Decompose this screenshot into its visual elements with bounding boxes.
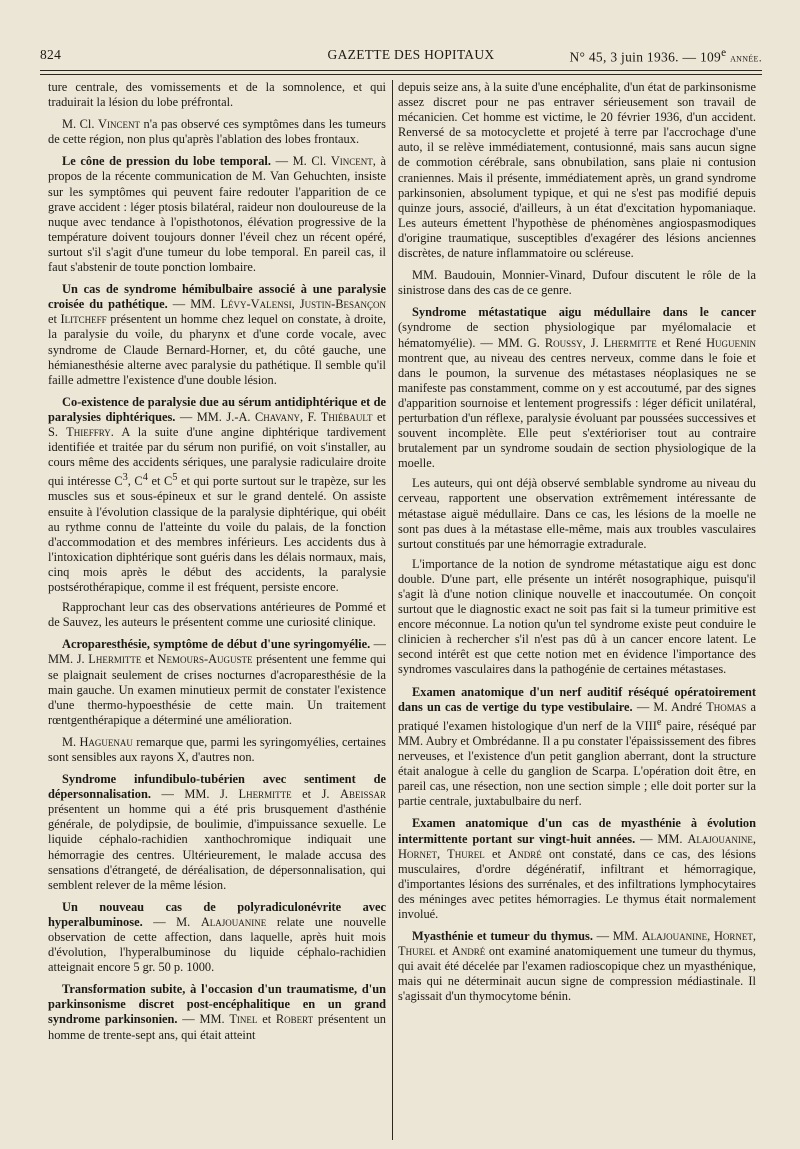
article-heading: Acroparesthésie, symptôme de début d'une syringomyélie. [62, 637, 371, 652]
article-heading: Le cône de pression du lobe temporal. [62, 154, 271, 169]
paragraph: MM. Baudouin, Monnier-Vinard, Dufour discutent le rôle de la sinistrose dans des cas de ce genre. [398, 268, 756, 298]
journal-title: GAZETTE DES HOPITAUX [327, 47, 495, 62]
paragraph: Les auteurs, qui ont déjà observé semblable syndrome au niveau du cerveau, rapportent une observation extrêmement intéressante de métastase aiguë médullaire. Dans ce cas, les lésions de la moelle ne sont pas dues à la métastase elle-même, mais aux troubles vasculaires surtout constitués par une hémorragie extradurale. [398, 476, 756, 551]
article-heading: Myasthénie et tumeur du thymus. [412, 929, 593, 944]
article-myasthenie-intermittente: Examen anatomique d'un cas de myasthénie à évolution intermittente portant sur vingt-huit années. — MM. Alajouanine, Hornet, Thurel et André ont constaté, dans ce cas, des lésions musculaires, d'ordre dégénératif, infiltrant et hémorragique, d'importantes lésions des surrénales, et des infiltrations lymphocytaires des méninges avec petites hémorragies. Le thymus était normalement involué. [398, 816, 756, 921]
paragraph: depuis seize ans, à la suite d'une encéphalite, d'un état de parkinsonisme assez discret pour ne pas entraver sérieusement son travail de mécanicien. Cet homme est victime, le 20 février 1936, d'un accident. Renversé de sa motocyclette et projeté à terre par l'accrochage d'une auto, il se relève immédiatement, contusionné, mais sans aucun signe de commotion cérébrale, sans obnubilation, sans plaie ni contusion craniennes. Mais il présente, immédiatement après, un grand syndrome parkinsonien, absolument typique, et qui ne s'est pas modifié depuis quinze jours, associé, d'ailleurs, à un état d'excitation hypomaniaque. Les auteurs émettent l'hypothèse de phénomènes angiospasmodiques d'origine traumatique, susceptibles d'exagérer des lésions anciennes discrètes, de nature inflammatoire ou scléreuse. [398, 80, 756, 261]
header-rule-thick [40, 70, 762, 71]
issue-info: N° 45, 3 juin 1936. — 109e année. [569, 47, 762, 65]
article-myasthenie-thymus: Myasthénie et tumeur du thymus. — MM. Alajouanine, Hornet, Thurel et André ont examiné anatomiquement une tumeur du thymus, qui avait été décelée par l'examen radioscopique chez un myasthénique, mais qui ne déterminait aucun signe de compression médiastinale. Il s'agissait d'un thymocytome bénin. [398, 929, 756, 1004]
article-nerf-auditif: Examen anatomique d'un nerf auditif réséqué opératoirement dans un cas de vertige du type vestibulaire. — M. André Thomas a pratiqué l'examen histologique d'un nerf de la VIIIe paire, réséqué par MM. Aubry et Ombrédanne. Il a pu constater l'épaississement des fibres nerveuses, et l'existence d'un petit ganglion aberrant, dont la structure était analogue à celle du ganglion de Scarpa. L'opération doit être, en pareil cas, une résection, non une section simple ; elle doit porter sur la partie centrale, juxtabulbaire du nerf. [398, 684, 756, 809]
paragraph: M. Cl. Vincent n'a pas observé ces symptômes dans les tumeurs de cette région, non plus qu'après l'ablation des lobes frontaux. [48, 117, 386, 147]
article-syndrome-hemibulbaire: Un cas de syndrome hémibulbaire associé à une paralysie croisée du pathétique. — MM. Lévy-Valensi, Justin-Besançon et Ilitcheff présentent un homme chez lequel on constate, à droite, la paralysie du voile, du pharynx et d'une corde vocale, avec syndrome de Claude Bernard-Horner, et, du côté gauche, une hémianesthésie alterne avec paralysie du pathétique. Il semble qu'il faille admettre l'existence d'une double lésion. [48, 282, 386, 387]
paragraph: L'importance de la notion de syndrome métastatique aigu est donc double. D'une part, elle présente un intérêt nosographique, puisqu'il s'agit là d'une notion clinique nouvelle et inaccoutumée. On conçoit surtout que le diagnostic exact ne soit pas fait si la tumeur primitive est encore méconnue. La notion qu'un tel syndrome existe peut conduire le clinicien à rechercher s'il n'est pas dû à un cancer encore latent. Le second intérêt est que cette notion met en évidence l'importance des syndromes vasculaires dans la pathogénie de certaines métastases. [398, 556, 756, 677]
article-heading: Syndrome métastatique aigu médullaire dans le cancer [412, 305, 756, 320]
paragraph: Rapprochant leur cas des observations antérieures de Pommé et de Sauvez, les auteurs le présentent comme une curiosité clinique. [48, 600, 386, 630]
article-heading: Syndrome infundibulo-tubérien avec sentiment de dépersonnalisation. [48, 772, 386, 802]
article-heading: Co-existence de paralysie due au sérum antidiphtérique et de paralysies diphtériques. [48, 394, 386, 424]
right-column [398, 80, 756, 1140]
left-column [48, 80, 386, 1140]
article-polyradiculonevrite: Un nouveau cas de polyradiculonévrite avec hyperalbuminose. — M. Alajouanine relate une nouvelle observation de cette affection, dans laquelle, après huit mois d'évolution, l'hyperalbuminose du liquide céphalo-rachidien atteignait encore 5 gr. 50 p. 1000. [48, 899, 386, 975]
article-cone-pression: Le cône de pression du lobe temporal. — M. Cl. Vincent, à propos de la récente communication de M. Van Gehuchten, insiste sur les symptômes qui peuvent faire redouter l'apparition de ce grave accident : léger ptosis bilatéral, raideur non douloureuse de la nuque avec tendance à l'opisthotonos, élévation progressive de la température doivent toujours donner l'éveil chez un récent opéré, surtout s'il s'agit d'une tumeur du lobe temporal. En pareil cas, il faut s'abstenir de toute ponction lombaire. [48, 154, 386, 275]
paragraph: ture centrale, des vomissements et de la somnolence, et qui traduirait la lésion du lobe préfrontal. [48, 80, 386, 110]
article-transformation-subite: Transformation subite, à l'occasion d'un traumatisme, d'un parkinsonisme discret post-encéphalitique en un grand syndrome parkinsonien. — MM. Tinel et Robert présentent un homme de trente-sept ans, qui était atteint [48, 982, 386, 1042]
article-syndrome-metastatique: Syndrome métastatique aigu médullaire dans le cancer (syndrome de section physiologique par myélomalacie et hématomyélie). — MM. G. Roussy, J. Lhermitte et René Huguenin montrent que, au niveau des centres nerveux, comme dans le foie et dans le poumon, la survenue des métastases néoplasiques ne se manifeste pas constamment, comme on y est accoutumé, par des signes d'apparition sournoise et lentement progressifs : léger déficit unilatéral, perturbation d'un réflexe, paralysie évoluant par poussées successives et souvent incomplète. Elle peut s'extérioriser tout au contraire brutalement par un syndrome soudain de section physiologique de la moelle. [398, 305, 756, 471]
article-heading: Transformation subite, à l'occasion d'un traumatisme, d'un parkinsonisme discret post-encéphalitique en un grand syndrome parkinsonien. [48, 982, 386, 1027]
article-heading: Un cas de syndrome hémibulbaire associé à une paralysie croisée du pathétique. [48, 282, 386, 312]
paragraph: M. Haguenau remarque que, parmi les syringomyélies, certaines sont sensibles aux rayons X, d'autres non. [48, 734, 386, 764]
article-infundibulo-tuberien: Syndrome infundibulo-tubérien avec sentiment de dépersonnalisation. — MM. J. Lhermitte et J. Abeissar présentent un homme qui a été pris brusquement d'asthénie générale, de polydipsie, de boulimie, d'impuissance sexuelle. Le liquide céphalo-rachidien xanthochromique indiquait une hémorragie des centres. Ultérieurement, le malade accusa des sensations d'étrangeté, de déréalisation, de dépersonnalisation, qui semblent relever de la même lésion. [48, 772, 386, 892]
article-paralysie-serum: Co-existence de paralysie due au sérum antidiphtérique et de paralysies diphtériques. — MM. J.-A. Chavany, F. Thiébault et S. Thieffry. A la suite d'une angine diphtérique tardivement identifiée et traitée par du sérum non purifié, on voit s'installer, au cours même des accidents sériques, une paralysie radiculaire droite qui intéresse $C^3$, $C^4$ et $C^5$ et qui porte surtout sur le trapèze, sur les muscles sus et sous-épineux et sur le grand dentelé. On assiste ensuite à l'évolution classique de la paralysie diphtérique, qui obéit au rythme connu de l'atteinte du voile du palais, de la fonction d'accommodation et des membres inférieurs. Les accidents dus à l'intoxication diphtérique sont guéris dans les délais normaux, mais, cinq mois après le début des accidents, la paralysie postsérothérapique, comme il est fréquent, persiste encore. [48, 394, 386, 595]
column-divider [392, 80, 393, 1140]
header-rule-thin [40, 74, 762, 75]
article-heading: Un nouveau cas de polyradiculonévrite avec hyperalbuminose. [48, 899, 386, 929]
page-header [40, 44, 762, 66]
article-acroparesthesie: Acroparesthésie, symptôme de début d'une syringomyélie. — MM. J. Lhermitte et Nemours-Auguste présentent une femme qui se plaignait seulement de crises nocturnes d'acroparesthésie de la main gauche. Un examen minutieux permit de constater l'existence d'une thermo-hypoesthésie de cette main. Un traitement rœntgenthérapique a déterminé une amélioration. [48, 637, 386, 727]
page-number: 824 [40, 47, 62, 62]
article-heading: Examen anatomique d'un cas de myasthénie à évolution intermittente portant sur vingt-huit années. [398, 816, 756, 846]
article-heading: Examen anatomique d'un nerf auditif réséqué opératoirement dans un cas de vertige du type vestibulaire. [398, 684, 756, 714]
